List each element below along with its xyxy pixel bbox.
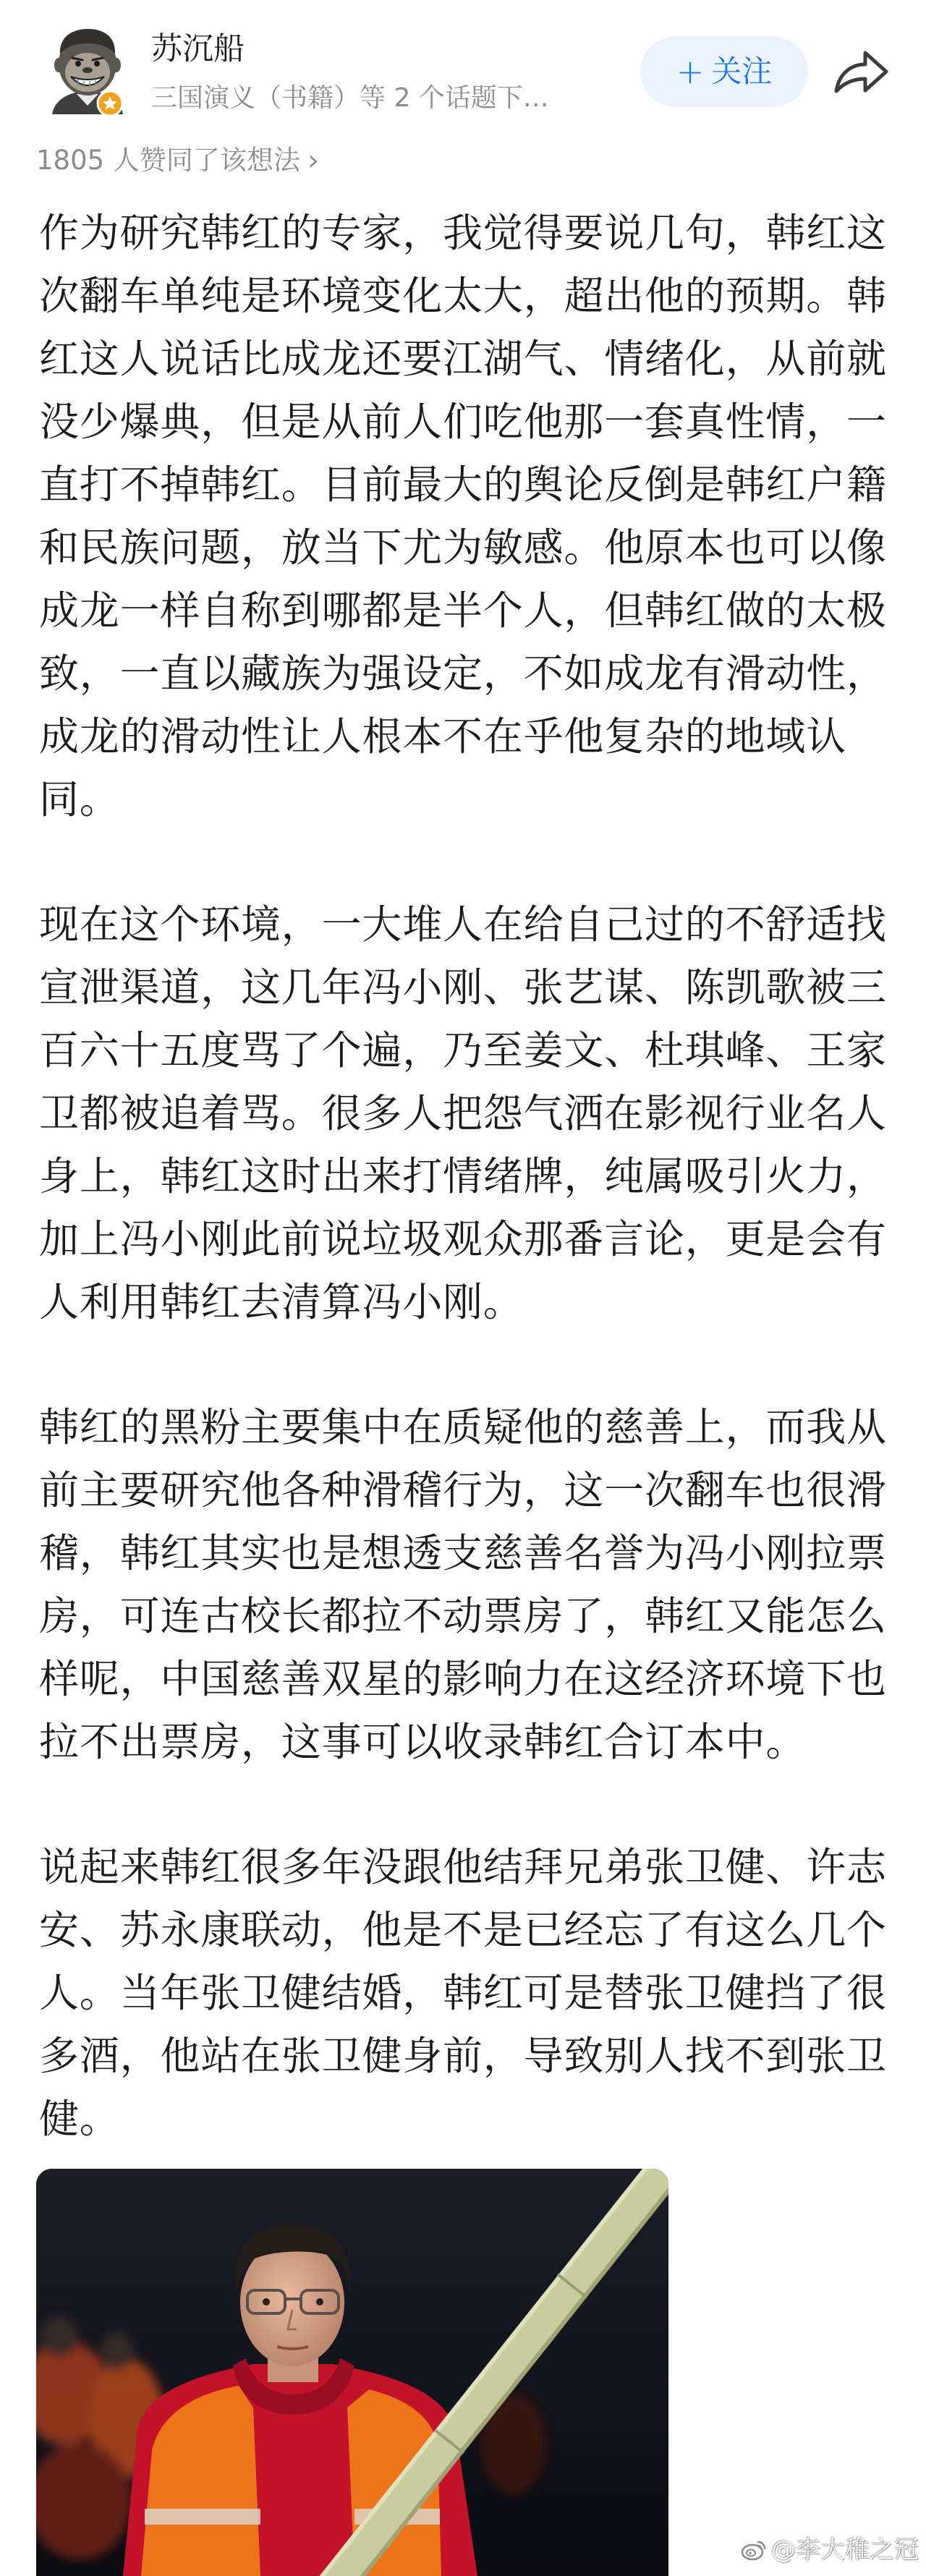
watermark-text: @李大稚之冠 xyxy=(771,2535,919,2564)
chevron-right-icon: › xyxy=(307,144,319,177)
post-paragraph-1: 作为研究韩红的专家，我觉得要说几句，韩红这次翻车单纯是环境变化太大，超出他的预期。韩红这人说话比成龙还要江湖气、情绪化，从前就没少爆典，但是从前人们吃他那一套真性情，一直打不掉韩红。目前最大的舆论反倒是韩红户籍和民族问题，放当下尤为敏感。他原本也可以像成龙一样自称到哪都是半个人，但韩红做的太极致，一直以藏族为强设定，不如成龙有滑动性，成龙的滑动性让人根本不在乎他复杂的地域认同。 xyxy=(39,210,887,822)
share-arrow xyxy=(836,53,886,91)
reflective-stripe-left xyxy=(145,2509,260,2525)
post-paragraph-2: 现在这个环境，一大堆人在给自己过的不舒适找宣泄渠道，这几年冯小刚、张艺谋、陈凯歌被三百六十五度骂了个遍，乃至姜文、杜琪峰、王家卫都被追着骂。很多人把怨气洒在影视行业名人身上，韩红这时出来打情绪牌，纯属吸引火力，加上冯小刚此前说垃圾观众那番言论，更是会有人利用韩红去清算冯小刚。 xyxy=(39,901,887,1325)
likes-summary[interactable] xyxy=(36,144,319,177)
weibo-logo-icon xyxy=(741,2539,767,2561)
photo-illustration xyxy=(36,2169,668,2576)
follow-button[interactable] xyxy=(640,36,808,107)
post-body xyxy=(39,202,889,2151)
likes-text: 1805 人赞同了该想法 xyxy=(36,145,300,176)
author-name[interactable]: 苏沉船 xyxy=(151,31,245,67)
eye-right xyxy=(316,2298,323,2305)
author-topics[interactable]: 三国演义（书籍）等 2 个话题下… xyxy=(151,83,549,113)
verified-badge-icon xyxy=(95,89,124,118)
eye-left xyxy=(263,2298,270,2305)
avatar-nose xyxy=(82,67,93,73)
post-paragraph-3: 韩红的黑粉主要集中在质疑他的慈善上，而我从前主要研究他各种滑稽行为，这一次翻车也很滑稽，韩红其实也是想透支慈善名誉为冯小刚拉票房，可连古校长都拉不动票房了，韩红又能怎么样呢，中国慈善双星的影响力在这经济环境下也拉不出票房，这事可以收录韩红合订本中。 xyxy=(39,1404,887,1765)
post-image[interactable] xyxy=(36,2169,668,2576)
follow-label: 关注 xyxy=(711,54,773,89)
watermark xyxy=(741,2535,919,2564)
avatar-eye-right xyxy=(94,61,100,67)
avatar-eye-left xyxy=(75,61,81,67)
share-icon[interactable] xyxy=(832,46,890,97)
post-paragraph-4: 说起来韩红很多年没跟他结拜兄弟张卫健、许志安、苏永康联动，他是不是已经忘了有这么几个人。当年张卫健结婚，韩红可是替张卫健挡了很多酒，他站在张卫健身前，导致别人找不到张卫健。 xyxy=(39,1844,887,2142)
plus-icon: + xyxy=(676,52,705,91)
